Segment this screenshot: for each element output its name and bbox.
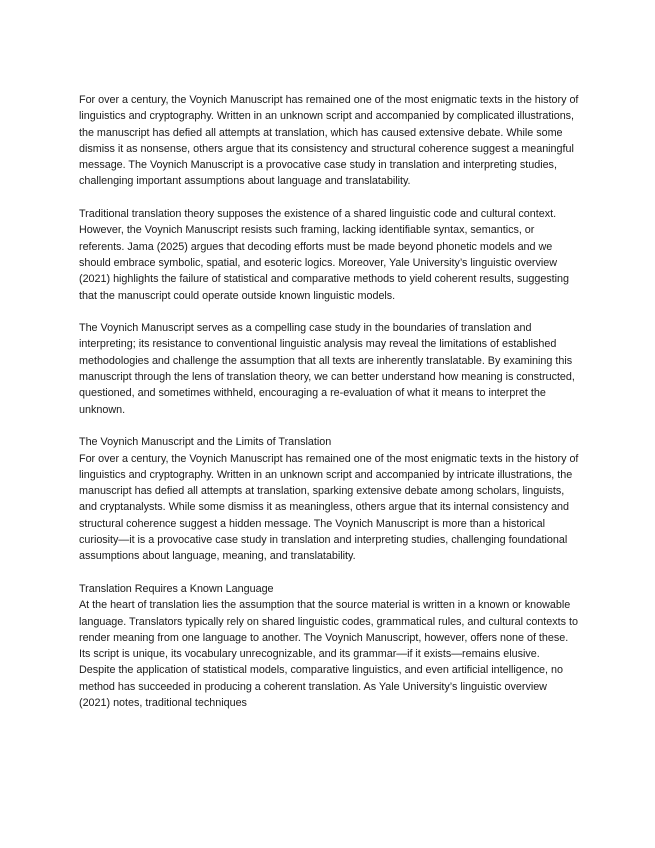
intro-paragraph-1: For over a century, the Voynich Manuscript has remained one of the most enigmatic texts in the history of linguistics and cryptography. Written in an unknown script and accompanied by complicated illustrations, the manuscript has defied all attempts at translation, which has caused extensive debate. While some dismiss it as nonsense, others argue that its consistency and structural coherence suggest a meaningful message. The Voynich Manuscript is a provocative case study in translation and interpreting studies, challenging important assumptions about language and translatability. xyxy=(79,94,579,188)
section-heading: Translation Requires a Known Language xyxy=(79,582,274,595)
section-paragraph: For over a century, the Voynich Manuscript has remained one of the most enigmatic texts in the history of linguistics and cryptography. Written in an unknown script and accompanied by intricate illustrations, the manuscript has defied all attempts at translation, sparking extensive debate among scholars, linguists, and cryptanalysts. While some dismiss it as meaningless, others argue that its internal consistency and structural coherence suggest a hidden message. The Voynich Manuscript is more than a historical curiosity—it is a provocative case study in translation and interpreting studies, challenging foundational assumptions about language, meaning, and translatability. xyxy=(79,452,579,563)
section-heading: The Voynich Manuscript and the Limits of Translation xyxy=(79,436,332,449)
intro-paragraph-2: Traditional translation theory supposes the existence of a shared linguistic code and cultural context. However, the Voynich Manuscript resists such framing, lacking identifiable syntax, semantics, or referents. Jama (2025) argues that decoding efforts must be made beyond phonetic models and we should embrace symbolic, spatial, and esoteric logics. Moreover, Yale University’s linguistic overview (2021) highlights the failure of statistical and comparative methods to yield coherent results, suggesting that the manuscript could operate outside known linguistic models. xyxy=(79,208,570,302)
section-limits-of-translation xyxy=(79,434,579,564)
section-known-language xyxy=(79,581,579,711)
intro-paragraph-3: The Voynich Manuscript serves as a compelling case study in the boundaries of translation and interpreting; its resistance to conventional linguistic analysis may reveal the limitations of established methodologies and challenge the assumption that all texts are inherently translatable. By examining this manuscript through the lens of translation theory, we can better understand how meaning is constructed, questioned, and sometimes withheld, encouraging a re-evaluation of what it means to interpret the unknown. xyxy=(79,322,575,416)
section-paragraph: At the heart of translation lies the assumption that the source material is written in a known or knowable language. Translators typically rely on shared linguistic codes, grammatical rules, and cultural contexts to render meaning from one language to another. The Voynich Manuscript, however, offers none of these. Its script is unique, its vocabulary unrecognizable, and its grammar—if it exists—remains elusive. Despite the application of statistical models, comparative linguistics, and even artificial intelligence, no method has succeeded in producing a coherent translation. As Yale University’s linguistic overview (2021) notes, traditional techniques xyxy=(79,599,578,709)
document-body xyxy=(79,92,579,728)
